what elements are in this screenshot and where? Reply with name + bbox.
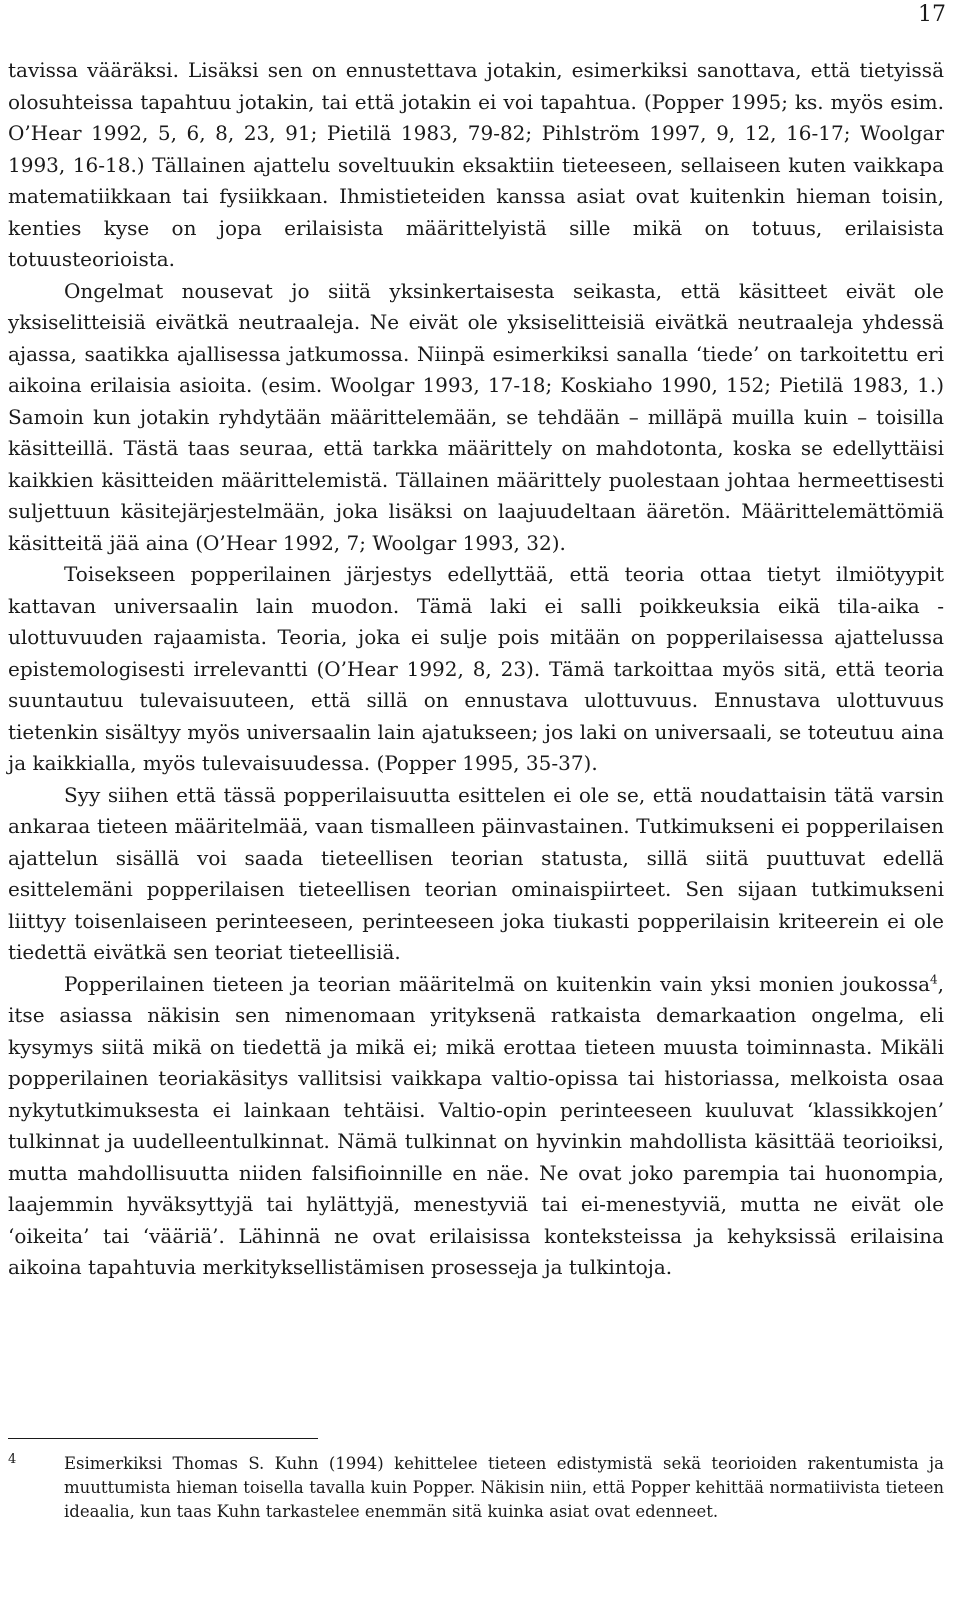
paragraph-1: tavissa vääräksi. Lisäksi sen on ennustettava jotakin, esimerkiksi sanottava, että tietyissä olosuhteissa tapahtuu jotakin, tai että jotakin ei voi tapahtua. (Popper 1995; ks. myös esim. O’Hear 1992, 5, 6, 8, 23, 91; Pietilä 1983, 79-82; Pihlström 1997, 9, 12, 16-17; Woolgar 1993, 16-18.) Tällainen ajattelu soveltuukin eksaktiin tieteeseen, sellaiseen kuten vaikkapa matematiikkaan tai fysiikkaan. Ihmistieteiden kanssa asiat ovat kuitenkin hieman toisin, kenties kyse on jopa erilaisista määrittelyistä sille mikä on totuus, erilaisista totuusteorioista. [8, 58, 944, 271]
paragraph-3: Toisekseen popperilainen järjestys edellyttää, että teoria ottaa tietyt ilmiötyypit kattavan universaalin lain muodon. Tämä laki ei salli poikkeuksia eikä tila-aika -ulottuvuuden rajaamista. Teoria, joka ei sulje pois mitään on popperilaisessa ajattelussa epistemologisesti irrelevantti (O’Hear 1992, 8, 23). Tämä tarkoittaa myös sitä, että teoria suuntautuu tulevaisuuteen, että sillä on ennustava ulottuvuus. Ennustava ulottuvuus tietenkin sisältyy myös universaalin lain ajatukseen; jos laki on universaali, se toteutuu aina ja kaikkialla, myös tulevaisuudessa. (Popper 1995, 35-37). [8, 562, 944, 775]
paragraph-5 [8, 969, 944, 1284]
body-text [8, 55, 944, 1284]
footnote-marker: 4 [8, 1452, 17, 1467]
paragraph-5-text-after: , itse asiassa näkisin sen nimenomaan yrityksenä ratkaista demarkaation ongelma, eli kysymys siitä mikä on tiedettä ja mikä ei; mikä erottaa tieteen muusta toiminnasta. Mikäli popperilainen teoriakäsitys vallitsisi vaikkapa valtio-opissa tai historiassa, melkoista osaa nykytutkimuksesta ei lainkaan tehtäisi. Valtio-opin perinteeseen kuuluvat ‘klassikkojen’ tulkinnat ja uudelleentulkinnat. Nämä tulkinnat on hyvinkin mahdollista käsittää teorioiksi, mutta mahdollisuutta niiden falsifioinnille en näe. Ne ovat joko parempia tai huonompia, laajemmin hyväksyttyjä tai hylättyjä, menestyviä tai ei-menestyviä, mutta ne eivät ole ‘oikeita’ tai ‘vääriä’. Lähinnä ne ovat erilaisissa konteksteissa ja kehyksissä erilaisina aikoina tapahtuvia merkityksellistämisen prosesseja ja tulkintoja. [8, 971, 944, 1279]
footnote [8, 1452, 944, 1524]
footnote-text: Esimerkiksi Thomas S. Kuhn (1994) kehittelee tieteen edistymistä sekä teorioiden rakentumista ja muuttumista hieman toisella tavalla kuin Popper. Näkisin niin, että Popper kehittää normatiivista tieteen ideaalia, kun taas Kuhn tarkastelee enemmän sitä kuinka asiat ovat edenneet. [64, 1454, 944, 1521]
footnote-divider [8, 1438, 318, 1439]
paragraph-5-text-before: Popperilainen tieteen ja teorian määritelmä on kuitenkin vain yksi monien joukossa [64, 971, 930, 996]
paragraph-2: Ongelmat nousevat jo siitä yksinkertaisesta seikasta, että käsitteet eivät ole yksiselitteisiä eivätkä neutraaleja. Ne eivät ole yksiselitteisiä eivätkä neutraaleja yhdessä ajassa, saatikka ajallisessa jatkumossa. Niinpä esimerkiksi sanalla ‘tiede’ on tarkoitettu eri aikoina erilaisia asioita. (esim. Woolgar 1993, 17-18; Koskiaho 1990, 152; Pietilä 1983, 1.) Samoin kun jotakin ryhdytään määrittelemään, se tehdään – milläpä muilla kuin – toisilla käsitteillä. Tästä taas seuraa, että tarkka määrittely on mahdotonta, koska se edellyttäisi kaikkien käsitteiden määrittelemistä. Tällainen määrittely puolestaan johtaa hermeettisesti suljettuun käsitejärjestelmään, joka lisäksi on laajuudeltaan ääretön. Määrittelemättömiä käsitteitä jää aina (O’Hear 1992, 7; Woolgar 1993, 32). [8, 278, 944, 555]
page-number: 17 [918, 2, 946, 27]
footnote-reference: 4 [930, 971, 938, 986]
paragraph-4: Syy siihen että tässä popperilaisuutta esittelen ei ole se, että noudattaisin tätä varsin ankaraa tieteen määritelmää, vaan tismalleen päinvastainen. Tutkimukseni ei popperilaisen ajattelun sisällä voi saada tieteellisen teorian statusta, sillä siitä puuttuvat edellä esittelemäni popperilaisen tieteellisen teorian ominaispiirteet. Sen sijaan tutkimukseni liittyy toisenlaiseen perinteeseen, perinteeseen joka tiukasti popperilaisin kriteerein ei ole tiedettä eivätkä sen teoriat tieteellisiä. [8, 782, 944, 964]
